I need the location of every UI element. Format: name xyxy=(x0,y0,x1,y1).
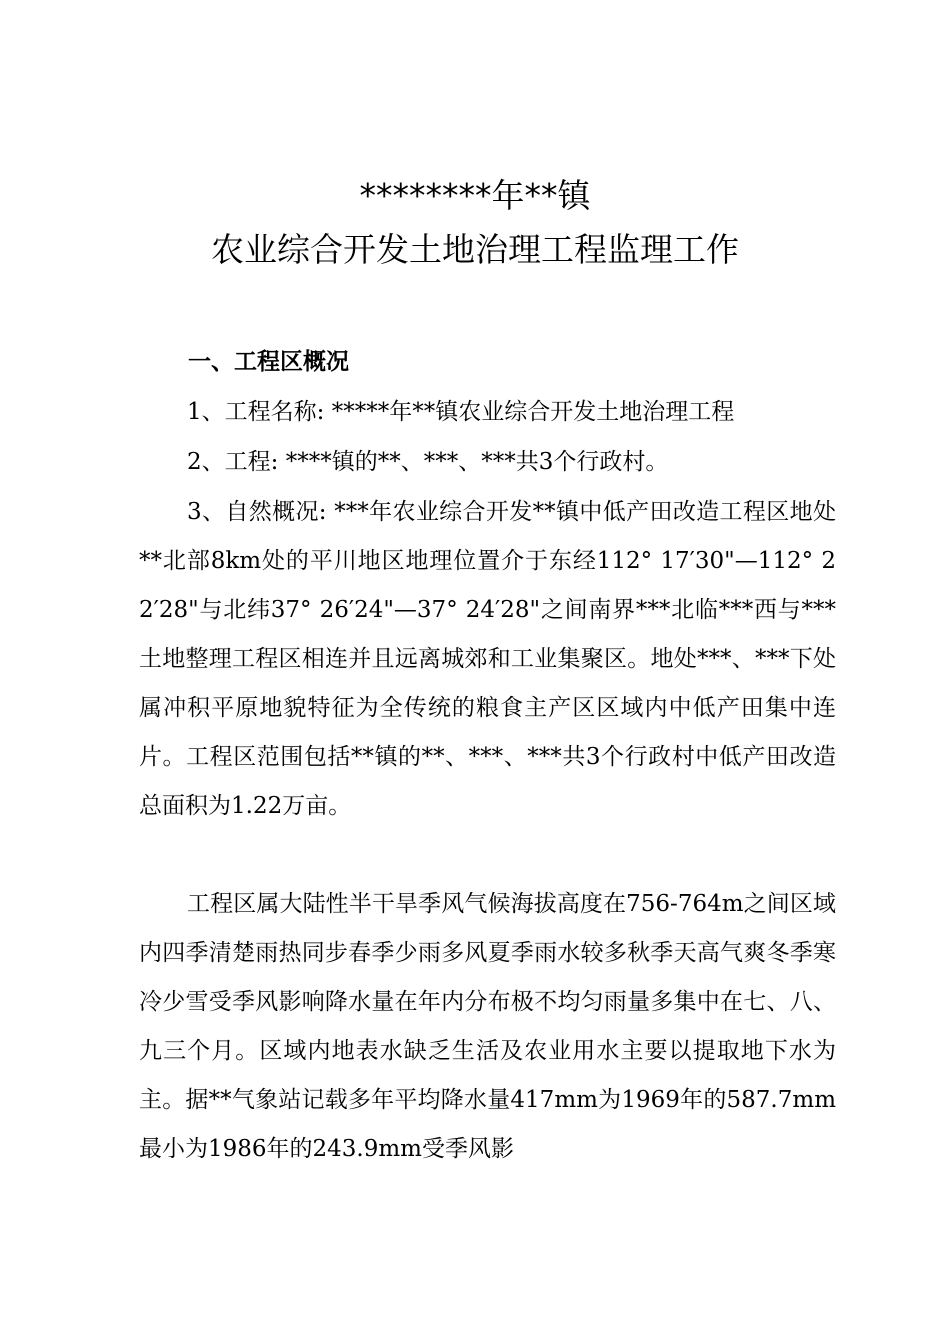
paragraph-project-name: 1、工程名称: *****年**镇农业综合开发土地治理工程 xyxy=(187,399,735,425)
paragraph-natural-overview: 3、自然概况: ***年农业综合开发**镇中低产田改造工程区地处**北部8km处的平川地区地理位置介于东经112° 17′30"—112° 22′28"与北纬37° 26′24"—37° 24′28"之间南界***北临***西与***土地整理工程区相连并且远离城郊和工业集聚区。地处***、***下处属冲积平原地貌特征为全传统的粮食主产区区域内中低产田集中连片。工程区范围包括**镇的**、***、***共3个行政村中低产田改造总面积为1.22万亩。 xyxy=(139,499,836,819)
paragraph-project-scope: 2、工程: ****镇的**、***、***共3个行政村。 xyxy=(187,449,669,475)
document-title-line-1: ********年**镇 xyxy=(359,176,591,215)
paragraph-climate: 工程区属大陆性半干旱季风气候海拔高度在756-764m之间区域内四季清楚雨热同步春季少雨多风夏季雨水较多秋季天高气爽冬季寒冷少雪受季风影响降水量在年内分布极不均匀雨量多集中在七、八、九三个月。区域内地表水缺乏生活及农业用水主要以提取地下水为主。据**气象站记载多年平均降水量417mm为1969年的587.7mm最小为1986年的243.9mm受季风影 xyxy=(139,891,836,1162)
document-title-line-2: 农业综合开发土地治理工程监理工作 xyxy=(211,230,739,269)
section-heading: 一、工程区概况 xyxy=(188,349,349,375)
